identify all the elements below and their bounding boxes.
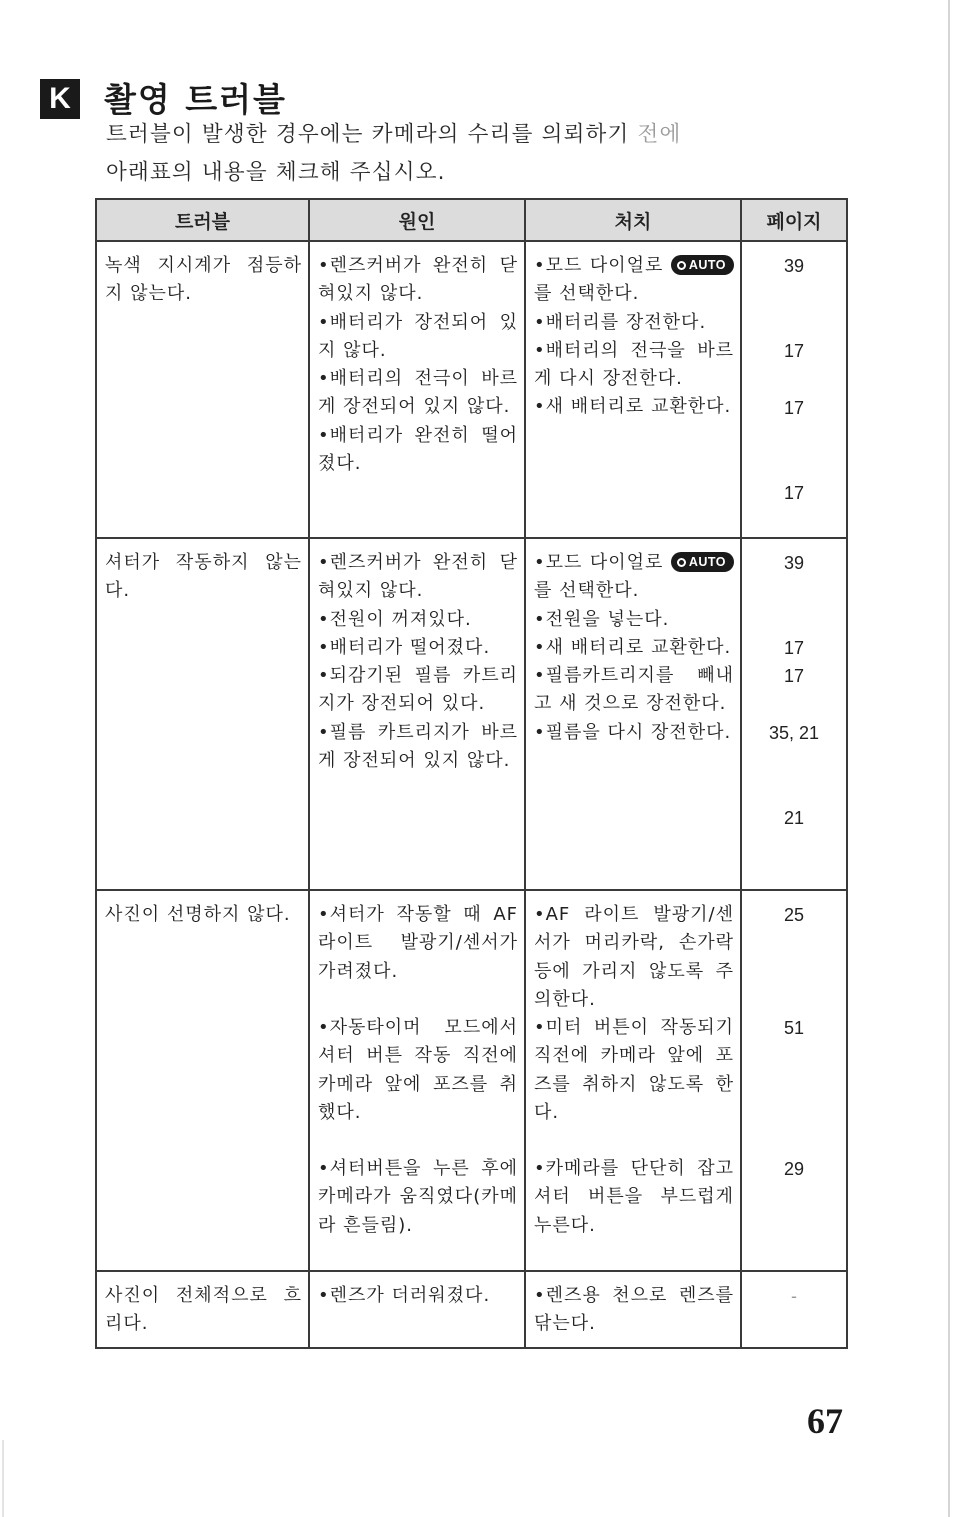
remedy-item: •새 배터리로 교환한다. [534,636,732,658]
page-ref: 17 [783,483,805,503]
table-row [96,890,847,1271]
remedy-item: •카메라를 단단히 잡고 셔터 버튼을 부드럽게 누른다. [534,1158,734,1236]
cause-item: •배터리가 완전히 떨어졌다. [318,424,518,475]
page-ref: 25 [783,905,805,925]
page-cell [741,241,847,538]
remedy-item: •AF 라이트 발광기/센서가 머리카락, 손가락 등에 가리지 않도록 주의한다. [534,904,734,1010]
page-ref: 29 [783,1159,805,1179]
page-ref: 35, 21 [768,723,820,743]
page-edge-shadow [948,0,950,1517]
table-header-row [96,199,847,241]
page-cell [741,1271,847,1348]
cause-item: •배터리가 떨어졌다. [318,636,491,658]
cause-cell [309,538,525,890]
cause-cell [309,890,525,1271]
remedy-item: •모드 다이얼로 AUTO 를 선택한다. [534,549,734,606]
page-edge-mark [2,1440,4,1517]
auto-mode-icon: AUTO [671,255,734,275]
cause-item: •전원이 꺼져있다. [318,608,472,630]
intro-line-1: 트러블이 발생한 경우에는 카메라의 수리를 의뢰하기 전에 [106,122,682,147]
remedy-cell [525,241,741,538]
page-ref: 17 [783,341,805,361]
intro-line-1-tail: 전에 [637,122,682,147]
header-page: 페이지 [741,199,847,241]
page-ref: 17 [783,666,805,686]
trouble-cell: 사진이 전체적으로 흐리다. [96,1271,309,1348]
trouble-cell: 사진이 선명하지 않다. [96,890,309,1271]
page-ref: 17 [783,398,805,418]
remedy-cell [525,538,741,890]
page-ref: 51 [783,1018,805,1038]
header-remedy: 처치 [525,199,741,241]
header-trouble: 트러블 [96,199,309,241]
remedy-item: •렌즈용 천으로 렌즈를 닦는다. [534,1285,734,1335]
cause-item: •셔터가 작동할 때 AF 라이트 발광기/센서가 가려졌다. [318,904,518,982]
cause-item: •렌즈커버가 완전히 닫혀있지 않다. [318,552,518,602]
remedy-item: •필름을 다시 장전한다. [534,721,732,743]
page-ref: 39 [783,256,805,276]
cause-item: •렌즈커버가 완전히 닫혀있지 않다. [318,255,518,305]
remedy-item: •새 배터리로 교환한다. [534,396,732,418]
cause-item: •자동타이머 모드에서 셔터 버튼 작동 직전에 카메라 앞에 포즈를 취했다. [318,1017,518,1123]
page-cell [741,538,847,890]
cause-item: •셔터버튼을 누른 후에 카메라가 움직였다(카메라 흔들림). [318,1158,518,1236]
cause-item: •배터리가 장전되어 있지 않다. [318,311,518,361]
cause-item: •배터리의 전극이 바르게 장전되어 있지 않다. [318,368,518,418]
trouble-cell: 셔터가 작동하지 않는다. [96,538,309,890]
cause-item: •되감기된 필름 카트리지가 장전되어 있다. [318,665,518,715]
intro-paragraph [106,116,846,192]
page-number: 67 [807,1401,843,1441]
section-letter-badge: K [40,79,80,119]
header-cause: 원인 [309,199,525,241]
cause-cell [309,1271,525,1348]
remedy-item: •전원을 넣는다. [534,608,670,630]
cause-cell [309,241,525,538]
page-ref: 39 [783,553,805,573]
remedy-item: •배터리의 전극을 바르게 다시 장전한다. [534,339,734,390]
trouble-cell: 녹색 지시계가 점등하지 않는다. [96,241,309,538]
remedy-item: •필름카트리지를 빼내고 새 것으로 장전한다. [534,665,734,715]
troubleshooting-table [95,198,848,1349]
page-ref: - [791,1286,797,1306]
table-row [96,1271,847,1348]
intro-line-2: 아래표의 내용을 체크해 주십시오. [106,160,446,185]
cause-item: •필름 카트리지가 바르게 장전되어 있지 않다. [318,721,518,772]
remedy-item: •모드 다이얼로 AUTO 를 선택한다. [534,252,734,309]
remedy-cell [525,1271,741,1348]
table-row [96,538,847,890]
auto-mode-icon: AUTO [671,552,734,572]
page-ref: 17 [783,638,805,658]
table-row [96,241,847,538]
remedy-cell [525,890,741,1271]
page-ref: 21 [783,808,805,828]
section-title: 촬영 트러블 [104,80,287,119]
remedy-item: •미터 버튼이 작동되기 직전에 카메라 앞에 포즈를 취하지 않도록 한다. [534,1017,734,1124]
remedy-item: •배터리를 장전한다. [534,311,707,333]
cause-item: •렌즈가 더러워졌다. [318,1285,491,1306]
page-cell [741,890,847,1271]
